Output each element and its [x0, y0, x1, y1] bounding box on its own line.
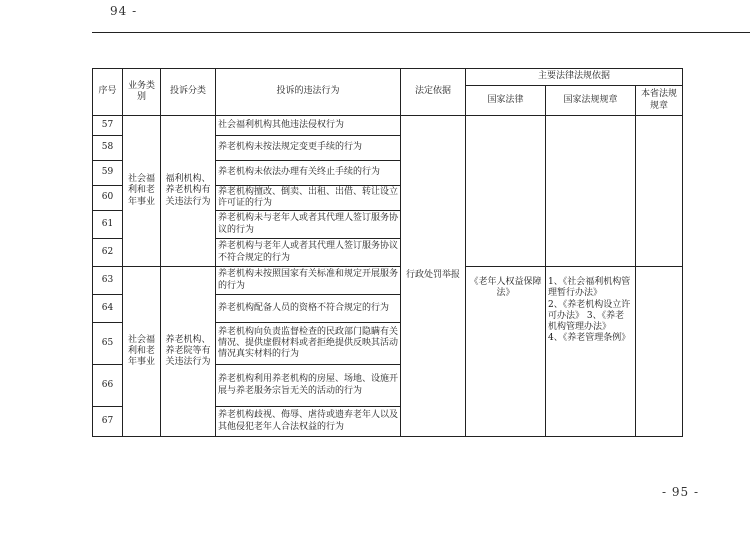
row-number: 64 [93, 295, 123, 323]
row-number: 61 [93, 211, 123, 239]
local-regulation-cell-blank [636, 116, 683, 267]
enforcement-type-cell: 行政处罚举报 [401, 116, 466, 437]
header-national-regulation: 国家法规规章 [546, 86, 636, 116]
row-number: 60 [93, 186, 123, 211]
row-number: 63 [93, 267, 123, 295]
violation-behavior-cell: 养老机构利用养老机构的房屋、场地、设施开展与养老服务宗旨无关的活动的行为 [216, 365, 401, 407]
local-regulation-cell [636, 267, 683, 437]
violation-behavior-cell: 养老机构向负责监督检查的民政部门隐瞒有关情况、提供虚假材料或者拒绝提供反映其活动情况真实材料的行为 [216, 323, 401, 365]
header-national-law: 国家法律 [466, 86, 546, 116]
row-number: 57 [93, 116, 123, 136]
violation-behavior-cell: 养老机构未按照国家有关标准和规定开展服务的行为 [216, 267, 401, 295]
table-row [93, 116, 683, 136]
violation-behavior-cell: 社会福利机构其他违法侵权行为 [216, 116, 401, 136]
header-complaint-category: 投诉分类 [161, 69, 216, 116]
table-row [93, 267, 683, 295]
header-violation-behavior: 投诉的违法行为 [216, 69, 401, 116]
complaint-category-cell: 养老机构、养老院等有关违法行为 [161, 267, 216, 437]
header-seq: 序号 [93, 69, 123, 116]
violation-behavior-cell: 养老机构未依法办理有关终止手续的行为 [216, 161, 401, 186]
header-local-regulation: 本省法规规章 [636, 86, 683, 116]
national-law-cell-blank [466, 116, 546, 267]
header-business-category: 业务类别 [123, 69, 161, 116]
bottom-page-number: - 95 - [662, 485, 700, 499]
business-category-cell: 社会福利和老年事业 [123, 116, 161, 267]
row-number: 67 [93, 407, 123, 437]
violation-behavior-cell: 养老机构未与老年人或者其代理人签订服务协议的行为 [216, 211, 401, 239]
header-rule [92, 32, 750, 33]
complaint-category-cell: 福利机构、养老机构有关违法行为 [161, 116, 216, 267]
violation-behavior-cell: 养老机构与老年人或者其代理人签订服务协议不符合规定的行为 [216, 239, 401, 267]
row-number: 66 [93, 365, 123, 407]
violation-behavior-cell: 养老机构未按法规定变更手续的行为 [216, 136, 401, 161]
business-category-cell: 社会福利和老年事业 [123, 267, 161, 437]
row-number: 58 [93, 136, 123, 161]
top-page-number: 94 - [110, 4, 138, 18]
national-regulation-cell-blank [546, 116, 636, 267]
violation-behavior-cell: 养老机构擅改、倒卖、出租、出借、转让设立许可证的行为 [216, 186, 401, 211]
row-number: 65 [93, 323, 123, 365]
row-number: 59 [93, 161, 123, 186]
violation-behavior-cell: 养老机构歧视、侮辱、虐待或遗弃老年人以及其他侵犯老年人合法权益的行为 [216, 407, 401, 437]
national-law-cell: 《老年人权益保障法》 [466, 267, 546, 437]
violation-behavior-cell: 养老机构配备人员的资格不符合规定的行为 [216, 295, 401, 323]
header-main-basis: 主要法律法规依据 [466, 69, 683, 86]
national-regulation-cell: 1、《社会福利机构管理暂行办法》 2、《养老机构设立许可办法》 3、《养老机构管理办法》 4、《养老管理条例》 [546, 267, 636, 437]
header-enforcement-type: 法定依据 [401, 69, 466, 116]
complaint-table [92, 68, 683, 437]
row-number: 62 [93, 239, 123, 267]
